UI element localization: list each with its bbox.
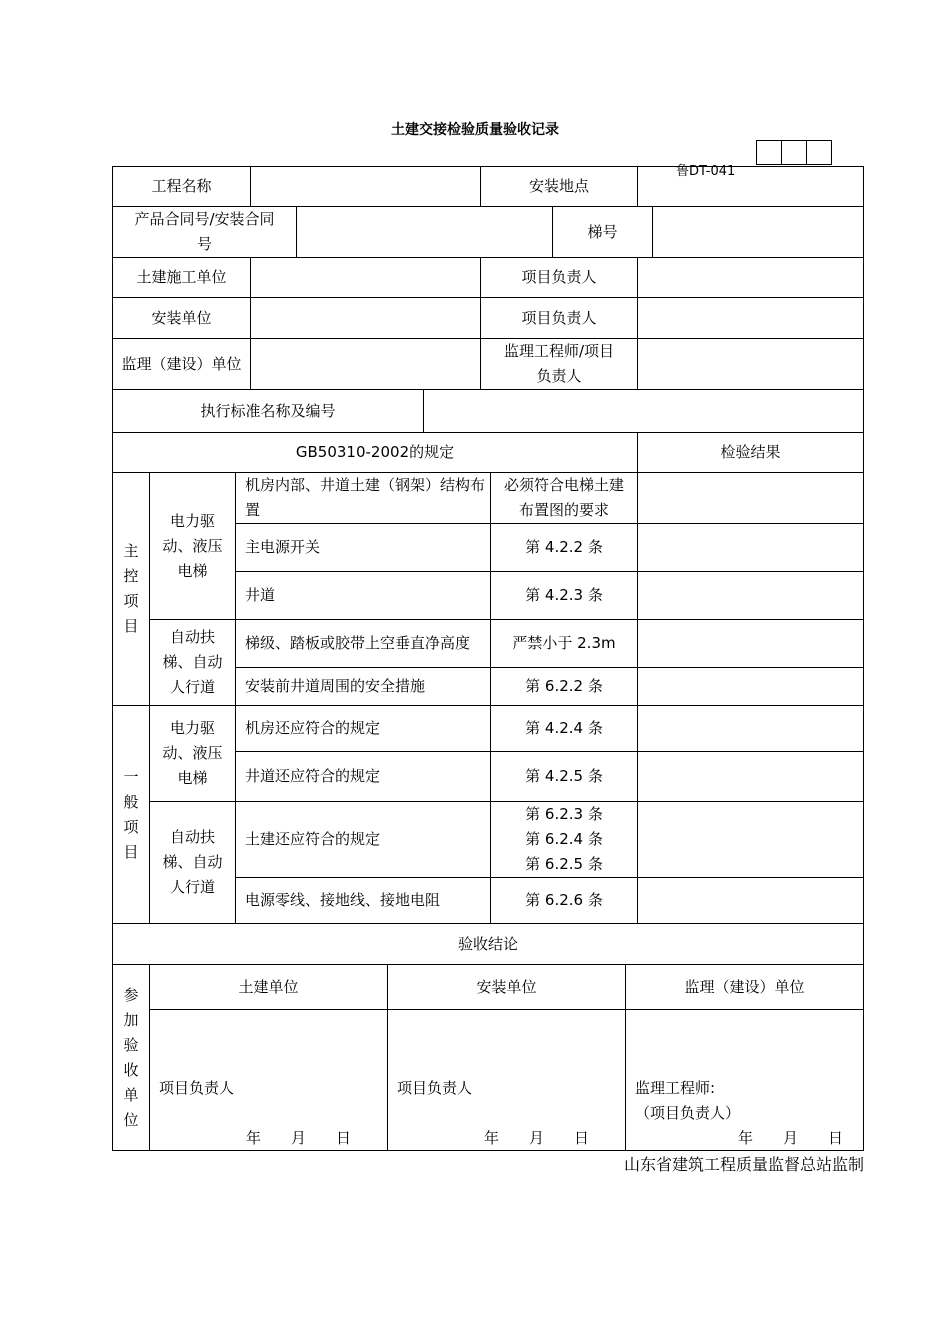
install-sign-label: 项目负责人 (397, 1079, 473, 1097)
supervisor-unit-label: 监理（建设）单位 (112, 338, 251, 390)
general-item-rule: 第 6.2.3 条 第 6.2.4 条 第 6.2.5 条 (490, 801, 638, 878)
elevator-no-field[interactable] (652, 206, 864, 258)
main-item-name: 主电源开关 (235, 523, 491, 572)
main-item-rule: 第 4.2.2 条 (490, 523, 638, 572)
general-item-rule: 第 4.2.4 条 (490, 705, 638, 752)
code-boxes (756, 140, 832, 165)
footer-issuer: 山东省建筑工程质量监督总站监制 (623, 1155, 864, 1174)
general-item-result[interactable] (637, 801, 864, 878)
general-item-name: 土建还应符合的规定 (235, 801, 491, 878)
civil-signature-box[interactable] (149, 1009, 388, 1151)
supervisor-engineer-label: 监理工程师/项目 负责人 (480, 338, 638, 390)
civil-unit-header: 土建单位 (149, 964, 388, 1010)
main-item-rule: 严禁小于 2.3m (490, 619, 638, 668)
install-date: 年 月 日 (484, 1129, 590, 1147)
pm2-label: 项目负责人 (480, 297, 638, 339)
pm1-field[interactable] (637, 257, 864, 298)
general-items-label: 一 般 项 目 (112, 705, 150, 924)
civil-unit-field[interactable] (250, 257, 481, 298)
install-signature-box[interactable] (387, 1009, 626, 1151)
main-item-result[interactable] (637, 472, 864, 524)
project-name-label: 工程名称 (112, 166, 251, 207)
general-item-result[interactable] (637, 705, 864, 752)
supervisor-signature-box[interactable] (625, 1009, 864, 1151)
participants-label: 参 加 验 收 单 位 (112, 964, 150, 1151)
general-item-rule: 第 6.2.6 条 (490, 877, 638, 924)
main-item-name: 梯级、踏板或胶带上空垂直净高度 (235, 619, 491, 668)
regulation-header: GB50310-2002的规定 (112, 432, 638, 473)
page-title: 土建交接检验质量验收记录 (391, 122, 559, 138)
civil-unit-label: 土建施工单位 (112, 257, 251, 298)
project-name-field[interactable] (250, 166, 481, 207)
main-item-rule: 第 4.2.3 条 (490, 571, 638, 620)
conclusion-header: 验收结论 (112, 923, 864, 965)
main-item-rule: 第 6.2.2 条 (490, 667, 638, 706)
general-item-name: 机房还应符合的规定 (235, 705, 491, 752)
general-item-name: 电源零线、接地线、接地电阻 (235, 877, 491, 924)
pm1-label: 项目负责人 (480, 257, 638, 298)
general-group-elevator: 电力驱 动、液压 电梯 (149, 705, 236, 802)
general-item-result[interactable] (637, 877, 864, 924)
elevator-no-label: 梯号 (552, 206, 653, 258)
pm2-field[interactable] (637, 297, 864, 339)
contract-no-label: 产品合同号/安装合同 号 (112, 206, 297, 258)
main-item-result[interactable] (637, 667, 864, 706)
supervisor-sign-label: 监理工程师: （项目负责人） (635, 1079, 741, 1122)
main-group-elevator: 电力驱 动、液压 电梯 (149, 472, 236, 620)
supervisor-unit-header: 监理（建设）单位 (625, 964, 864, 1010)
civil-date: 年 月 日 (246, 1129, 352, 1147)
main-item-rule: 必须符合电梯土建 布置图的要求 (490, 472, 638, 524)
contract-no-field[interactable] (296, 206, 553, 258)
main-item-name: 机房内部、井道土建（钢架）结构布 置 (235, 472, 491, 524)
main-item-name: 安装前井道周围的安全措施 (235, 667, 491, 706)
install-unit-field[interactable] (250, 297, 481, 339)
main-item-result[interactable] (637, 619, 864, 668)
standard-label: 执行标准名称及编号 (112, 389, 424, 433)
main-items-label: 主 控 项 目 (112, 472, 150, 706)
main-item-result[interactable] (637, 523, 864, 572)
supervisor-engineer-field[interactable] (637, 338, 864, 390)
main-item-result[interactable] (637, 571, 864, 620)
install-location-field[interactable] (637, 166, 864, 207)
main-group-escalator: 自动扶 梯、自动 人行道 (149, 619, 236, 706)
supervisor-unit-field[interactable] (250, 338, 481, 390)
main-item-name: 井道 (235, 571, 491, 620)
install-location-label: 安装地点 (480, 166, 638, 207)
general-item-result[interactable] (637, 751, 864, 802)
install-unit-header: 安装单位 (387, 964, 626, 1010)
standard-field[interactable] (423, 389, 864, 433)
civil-sign-label: 项目负责人 (159, 1079, 235, 1097)
general-group-escalator: 自动扶 梯、自动 人行道 (149, 801, 236, 924)
general-item-name: 井道还应符合的规定 (235, 751, 491, 802)
install-unit-label: 安装单位 (112, 297, 251, 339)
form-code: 鲁DT-041 (676, 164, 736, 179)
supervisor-date: 年 月 日 (738, 1129, 844, 1147)
general-item-rule: 第 4.2.5 条 (490, 751, 638, 802)
result-header: 检验结果 (637, 432, 864, 473)
